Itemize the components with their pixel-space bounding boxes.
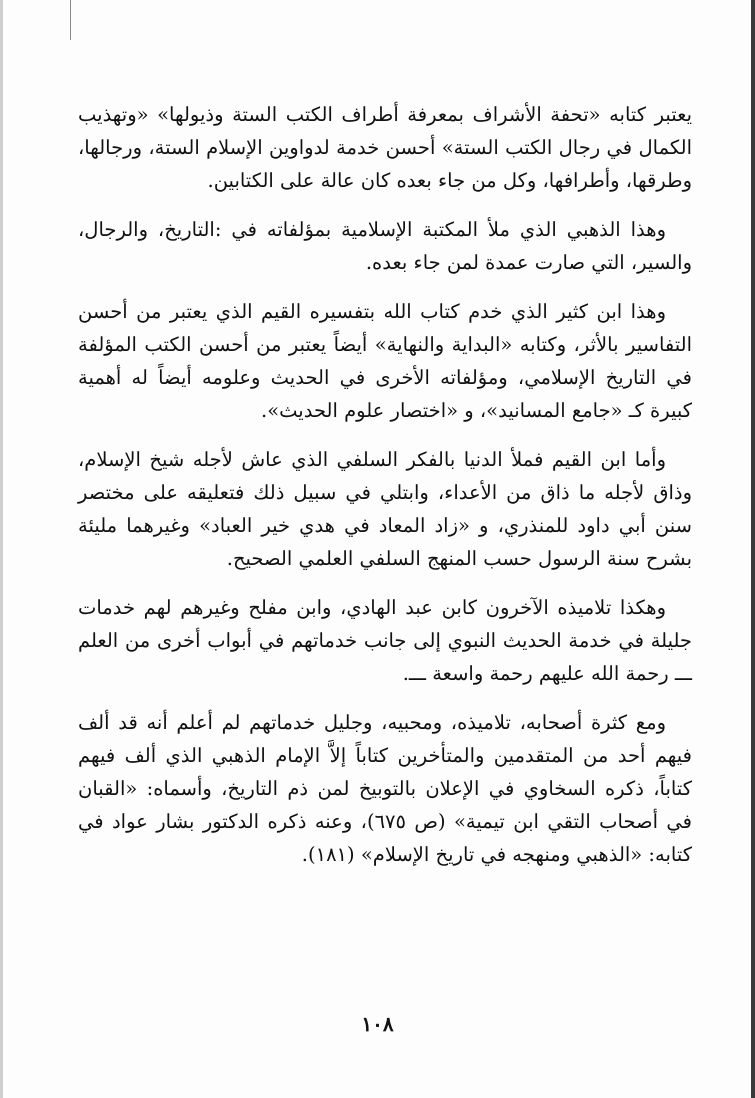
text-body xyxy=(78,98,692,887)
paragraph-5: وهكذا تلاميذه الآخرون كابن عبد الهادي، وابن مفلح وغيرهم لهم خدمات جليلة في خدمة الحديث النبوي إلى جانب خدماتهم في أبواب أخرى من العلم ـــ رحمة الله عليهم رحمة واسعة ـــ. xyxy=(78,596,692,685)
binding-mark xyxy=(70,0,71,40)
paragraph-2: وهذا الذهبي الذي ملأ المكتبة الإسلامية بمؤلفاته في :التاريخ، والرجال، والسير، التي صارت عمدة لمن جاء بعده. xyxy=(78,218,692,274)
page-number: ١٠٨ xyxy=(361,1012,394,1036)
paragraph-1: يعتبر كتابه «تحفة الأشراف بمعرفة أطراف الكتب الستة وذيولها» «وتهذيب الكمال في رجال الكتب الستة» أحسن خدمة لدواوين الإسلام الستة، ورجالها، وطرقها، وأطرافها، وكل من جاء بعده كان عالة على الكتابين. xyxy=(78,103,692,192)
paragraph-3: وهذا ابن كثير الذي خدم كتاب الله بتفسيره القيم الذي يعتبر من أحسن التفاسير بالأثر، وكتابه «البداية والنهاية» أيضاً يعتبر من أحسن الكتب المؤلفة في التاريخ الإسلامي، ومؤلفاته الأخرى في الحديث وعلومه أيضاً له أهمية كبيرة كـ «جامع المسانيد»، و «اختصار علوم الحديث». xyxy=(78,300,692,422)
page-left-edge xyxy=(0,0,3,1098)
paragraph-6: ومع كثرة أصحابه، تلاميذه، ومحبيه، وجليل خدماتهم لم أعلم أنه قد ألف فيهم أحد من المتقدمين والمتأخرين كتاباً إلاَّ الإمام الذهبي الذي ألف فيهم كتاباً، ذكره السخاوي في الإعلان بالتوبيخ لمن ذم التاريخ، وأسماه: «القبان في أصحاب التقي ابن تيمية» (ص ٦٧٥)، وعنه ذكره الدكتور بشار عواد في كتابه: «الذهبي ومنهجه في تاريخ الإسلام» (١٨١). xyxy=(78,711,693,866)
page-right-edge xyxy=(751,0,755,1098)
paragraph-4: وأما ابن القيم فملأ الدنيا بالفكر السلفي الذي عاش لأجله شيخ الإسلام، وذاق لأجله ما ذاق من الأعداء، وابتلي في سبيل ذلك فتعليقه على مختصر سنن أبي داود للمنذري، و «زاد المعاد في هدي خير العباد» وغيرهما مليئة بشرح سنة الرسول حسب المنهج السلفي العلمي الصحيح. xyxy=(78,448,692,570)
